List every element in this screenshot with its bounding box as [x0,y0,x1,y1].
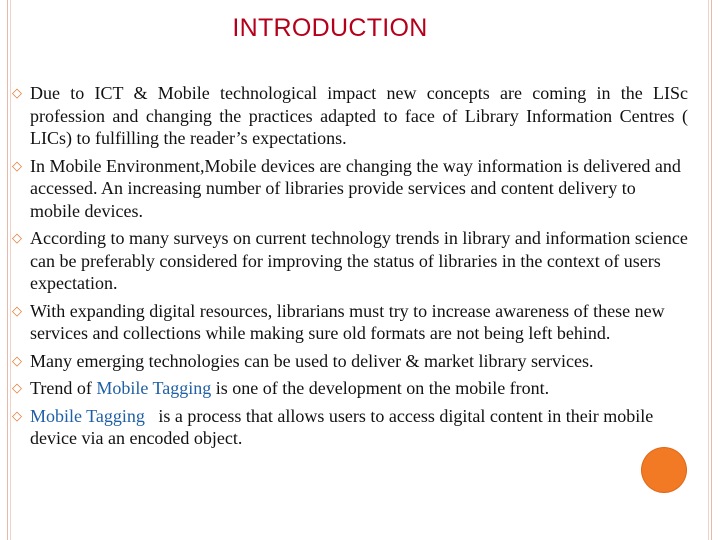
diamond-outline-icon: ◇ [12,85,22,100]
diamond-outline-icon: ◇ [12,380,22,395]
list-item [12,300,688,345]
diamond-outline-icon: ◇ [12,157,22,173]
bullet-text-suffix: is a process that allows users to access digital content in their mobile device via an encoded object. [30,405,658,448]
bullet-text: Many emerging technologies can be used to deliver & market library services. [30,350,594,371]
diamond-outline-icon: ◇ [12,302,22,318]
bullet-text-prefix: Trend of [30,378,97,398]
mobile-tagging-highlight: Mobile Tagging [96,378,212,398]
bullet-text: In Mobile Environment,Mobile devices are changing the way information is delivered and accessed. An increasing number of libraries provide services and content delivery to mobile devices. [30,155,681,221]
diamond-outline-icon: ◇ [12,230,22,245]
list-item [12,350,688,373]
list-item [12,405,688,450]
mobile-tagging-highlight: Mobile Tagging [30,405,145,426]
list-item [12,377,688,400]
diamond-outline-icon: ◇ [12,352,22,368]
slide-frame-left-line [7,0,8,540]
bullet-text: According to many surveys on current technology trends in library and information science can be preferably considered for improving the status of libraries in the context of users expectation. [30,228,688,293]
slide-title: INTRODUCTION [232,14,428,42]
list-item [12,82,688,150]
list-item [12,155,688,223]
bullet-text: Due to ICT & Mobile technological impact new concepts are coming in the LISc profession and changing the practices adapted to face of Library Information Centres ( LICs) to fulfilling the reader’s expectations. [30,83,688,148]
bullet-list [12,82,688,455]
bullet-text-suffix: is one of the development on the mobile front. [211,378,550,398]
diamond-outline-icon: ◇ [12,407,22,423]
list-item [12,227,688,295]
slide-frame-right-line [711,0,712,540]
slide-frame-right-line-inner [708,0,709,540]
bullet-text: With expanding digital resources, librarians must try to increase awareness of these new services and collections while making sure old formats are not being left behind. [30,300,665,343]
orange-circle-decoration [642,448,686,492]
slide-frame-left-line-inner [10,0,11,540]
